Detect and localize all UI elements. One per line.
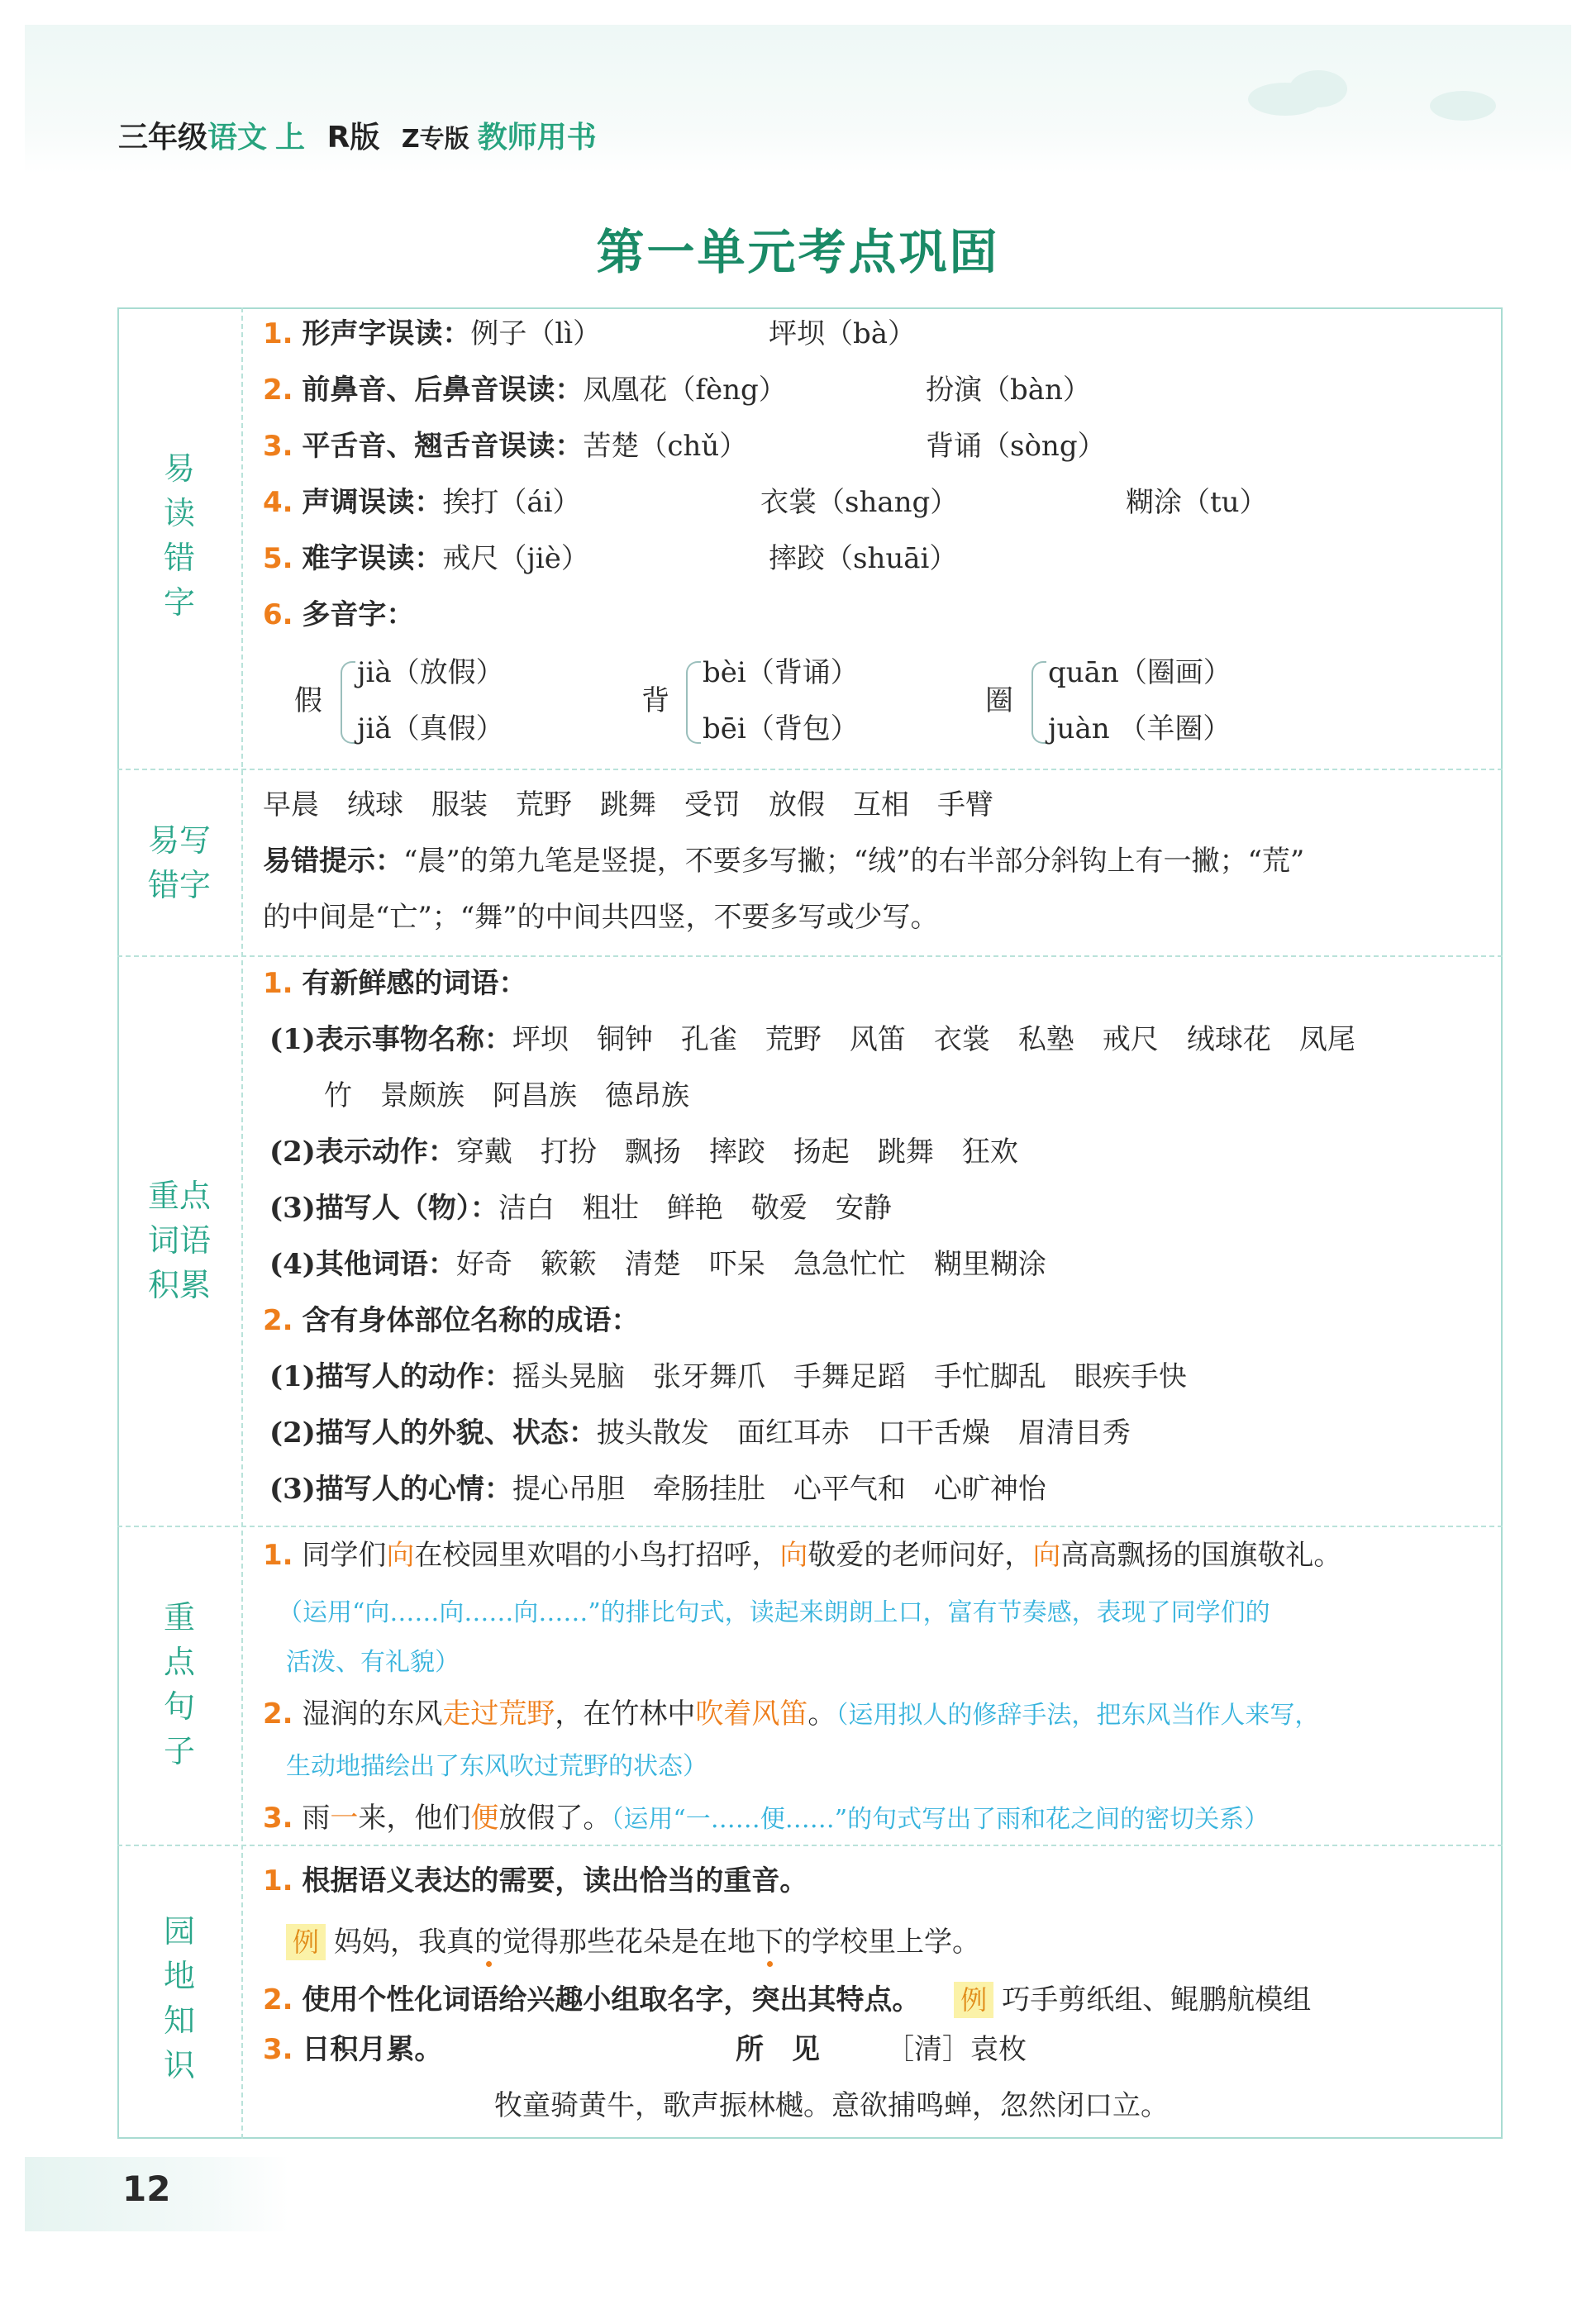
book-header: 三年级语文 上 R版 Z专版 教师用书 (118, 121, 597, 155)
sentence: 1. 同学们向在校园里欢唱的小鸟打招呼，向敬爱的老师问好，向高高飘扬的国旗敬礼。 (263, 1539, 1342, 1572)
list-item: 3. 日积月累。 (263, 2033, 443, 2066)
sentence-note: 生动地描绘出了东风吹过荒野的状态） (286, 1752, 707, 1781)
section-divider (117, 769, 1503, 770)
list-item: (1)表示事物名称：坪坝 铜钟 孔雀 荒野 风笛 衣裳 私塾 戒尺 绒球花 凤尾 (269, 1023, 1355, 1056)
list-item-value: 坪坝（bà） (769, 317, 917, 350)
list-item: (3)描写人（物）：洁白 粗壮 鲜艳 敬爱 安静 (269, 1192, 892, 1225)
list-item: 1. 形声字误读：例子（lì） (263, 317, 602, 350)
polyphone-reading: juàn （羊圈） (1048, 712, 1232, 745)
list-item: (1)描写人的动作：摇头晃脑 张牙舞爪 手舞足蹈 手忙脚乱 眼疾手快 (269, 1360, 1187, 1393)
polyphone-reading: bēi（背包） (703, 712, 859, 745)
list-item-cont: 竹 景颇族 阿昌族 德昂族 (324, 1079, 689, 1112)
section-label-yuandi: 园 地 知 识 (163, 1913, 195, 2083)
label-column-divider (241, 307, 243, 2139)
section-divider (117, 1526, 1503, 1527)
list-item: (4)其他词语：好奇 簌簌 清楚 吓呆 急急忙忙 糊里糊涂 (269, 1248, 1046, 1281)
poem-text: 牧童骑黄牛，歌声振林樾。意欲捕鸣蝉，忽然闭口立。 (494, 2089, 1169, 2122)
example-badge: 例 (954, 1982, 993, 2018)
list-item: 2. 含有身体部位名称的成语： (263, 1304, 640, 1337)
error-tip: 易错提示：“晨”的第九笔是竖提，不要多写撇；“绒”的右半部分斜钩上有一撇；“荒” (263, 845, 1305, 878)
list-item-value: 背诵（sòng） (926, 430, 1106, 463)
list-item-value: 糊涂（tu） (1126, 486, 1268, 519)
list-item-value: 摔跤（shuāi） (769, 542, 958, 575)
word-list: 早晨 绒球 服装 荒野 跳舞 受罚 放假 互相 手臂 (263, 788, 993, 821)
list-item: 5. 难字误读：戒尺（jiè） (263, 542, 589, 575)
list-item: 2. 前鼻音、后鼻音误读：凤凰花（fèng） (263, 374, 787, 407)
list-item: 2. 使用个性化词语给兴趣小组取名字，突出其特点。 例 巧手剪纸组、鲲鹏航模组 (263, 1983, 1312, 2016)
page-title: 第一单元考点巩固 (596, 224, 1000, 280)
list-item: (2)表示动作：穿戴 打扮 飘扬 摔跤 扬起 跳舞 狂欢 (269, 1136, 1018, 1169)
list-item: 4. 声调误读：挨打（ái） (263, 486, 581, 519)
section-divider (117, 1845, 1503, 1846)
list-item-value: 衣裳（shang） (760, 486, 959, 519)
poem-title: 所 见 (736, 2033, 820, 2066)
sentence: 3. 雨一来，他们便放假了。（运用“一……便……”的句式写出了雨和花之间的密切关系） (263, 1802, 1270, 1835)
list-item: (3)描写人的心情：提心吊胆 牵肠挂肚 心平气和 心旷神怡 (269, 1473, 1046, 1506)
section-label-yidu: 易 读 错 字 (163, 450, 195, 621)
example-sentence: 例 妈妈，我真的觉得那些花朵是在地下的学校里上学。 (286, 1922, 980, 1962)
polyphone-reading: bèi（背诵） (703, 656, 859, 689)
polyphone-char: 圈 (985, 684, 1013, 717)
brace (686, 661, 701, 744)
section-label-juzi: 重 点 句 子 (163, 1599, 195, 1769)
section-divider (117, 955, 1503, 957)
list-item: 6. 多音字： (263, 598, 415, 631)
brace (341, 661, 355, 744)
list-item: (2)描写人的外貌、状态：披头散发 面红耳赤 口干舌燥 眉清目秀 (269, 1416, 1131, 1450)
example-badge: 例 (286, 1924, 326, 1960)
page-number: 12 (122, 2169, 171, 2209)
polyphone-reading: quān（圈画） (1048, 656, 1232, 689)
list-item: 1. 根据语义表达的需要，读出恰当的重音。 (263, 1864, 808, 1897)
sentence-note: （运用“向……向……向……”的排比句式，读起来朗朗上口，富有节奏感，表现了同学们的 (278, 1598, 1270, 1627)
error-tip-cont: 的中间是“亡”；“舞”的中间共四竖，不要多写或少写。 (263, 901, 939, 934)
list-item: 1. 有新鲜感的词语： (263, 967, 527, 1000)
section-label-yixie: 易写 错字 (147, 822, 211, 903)
polyphone-reading: jià（放假） (357, 656, 504, 689)
sentence-note: 活泼、有礼貌） (286, 1648, 460, 1677)
list-item: 3. 平舌音、翘舌音误读：苦楚（chǔ） (263, 430, 748, 463)
polyphone-char: 背 (641, 684, 669, 717)
poem-author: ［清］袁枚 (886, 2033, 1027, 2066)
polyphone-reading: jiǎ（真假） (357, 712, 504, 745)
polyphone-char: 假 (294, 684, 322, 717)
list-item-value: 扮演（bàn） (926, 374, 1091, 407)
section-label-ciyu: 重点 词语 积累 (147, 1178, 211, 1303)
brace (1031, 661, 1046, 744)
sentence: 2. 湿润的东风走过荒野，在竹林中吹着风笛。（运用拟人的修辞手法，把东风当作人来写， (263, 1697, 1320, 1731)
